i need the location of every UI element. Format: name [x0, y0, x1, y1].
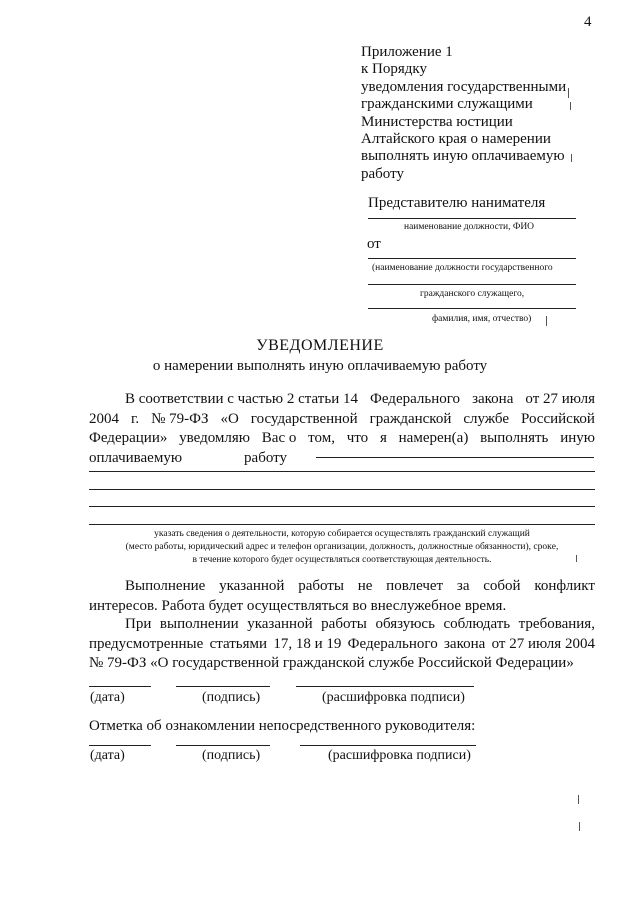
supervisor-signature-caption: (подпись) — [202, 748, 261, 763]
from-fill-line-3[interactable] — [368, 308, 576, 309]
scan-mark — [570, 102, 571, 110]
scan-mark — [578, 795, 579, 804]
appendix-line: выполнять иную оплачиваемую — [361, 148, 565, 165]
work-fill-line-1[interactable] — [89, 471, 595, 472]
position-caption: наименование должности, ФИО — [404, 222, 535, 232]
work-fill-line-0[interactable] — [316, 457, 594, 458]
appendix-line: Приложение 1 — [361, 44, 453, 60]
appendix-line: работу — [361, 165, 404, 182]
date-fill-line[interactable] — [89, 686, 151, 687]
appendix-line: гражданскими служащими — [361, 96, 533, 113]
work-fill-line-2[interactable] — [89, 489, 595, 490]
signature-fill-line[interactable] — [176, 686, 270, 687]
from-fill-line-1[interactable] — [368, 258, 576, 259]
from-caption-servant: гражданского служащего, — [420, 289, 525, 299]
from-fill-line-2[interactable] — [368, 284, 576, 285]
body-line-4: оплачиваемую работу — [89, 449, 287, 466]
scan-mark — [571, 154, 572, 162]
page-number: 4 — [584, 14, 592, 30]
appendix-line: Алтайского края о намерении — [361, 131, 551, 148]
conflict-paragraph: Выполнение указанной работы не повлечет за собой конфликт интересов. Работа будет осуществляться во внеслужебное время. — [89, 578, 595, 614]
position-fill-line[interactable] — [368, 218, 576, 219]
scan-mark — [568, 88, 569, 98]
body-line-2: 2004 г. № 79-ФЗ «О государственной гражданской службе Российской — [89, 410, 595, 427]
body-line-1: В соответствии с частью 2 статьи 14 Федерального закона от 27 июля — [125, 391, 595, 407]
document-subtitle: о намерении выполнять иную оплачиваемую работу — [152, 358, 488, 374]
supervisor-signature-fill-line[interactable] — [176, 745, 270, 746]
appendix-line: Министерства юстиции — [361, 113, 513, 130]
body-line-3: Федерации» уведомляю Вас о том, что я намерен(а) выполнять иную — [89, 430, 595, 446]
from-label: от — [367, 236, 381, 252]
decoding-caption: (расшифровка подписи) — [322, 690, 465, 705]
scan-mark — [579, 822, 580, 831]
work-fill-line-3[interactable] — [89, 506, 595, 507]
work-fill-line-4[interactable] — [89, 524, 595, 525]
appendix-header — [361, 44, 611, 183]
addressee-label: Представителю нанимателя — [368, 195, 546, 211]
decoding-fill-line[interactable] — [296, 686, 474, 687]
supervisor-date-fill-line[interactable] — [89, 745, 151, 746]
work-details-note: указать сведения о деятельности, которую собирается осуществлять гражданский служащий (место работы, юридический адрес и телефон организации, должность, должностные обязанности), срокe, в течение которого будет осуществляться соответствующая деятельность. — [125, 529, 559, 565]
appendix-line: к Порядку — [361, 61, 427, 78]
document-title: УВЕДОМЛЕНИЕ — [256, 337, 384, 354]
appendix-line: уведомления государственными — [361, 78, 567, 95]
signature-caption: (подпись) — [202, 690, 261, 705]
supervisor-date-caption: (дата) — [90, 748, 125, 763]
from-caption-name: фамилия, имя, отчество) — [432, 314, 532, 324]
supervisor-decoding-fill-line[interactable] — [300, 745, 476, 746]
supervisor-decoding-caption: (расшифровка подписи) — [328, 748, 471, 763]
scan-mark — [546, 316, 547, 326]
date-caption: (дата) — [90, 690, 125, 705]
from-caption-position: (наименование должности государственного — [372, 263, 553, 273]
supervisor-label: Отметка об ознакомлении непосредственного руководителя: — [89, 718, 476, 734]
obligation-paragraph: При выполнении указанной работы обязуюсь соблюдать требования, предусмотренные статьями 17, 18 и 19 Федерального закона от 27 июля 2004 № 79-ФЗ «О государственной гражданской службе Российской Федерации» — [89, 616, 595, 671]
scan-mark — [576, 555, 577, 562]
